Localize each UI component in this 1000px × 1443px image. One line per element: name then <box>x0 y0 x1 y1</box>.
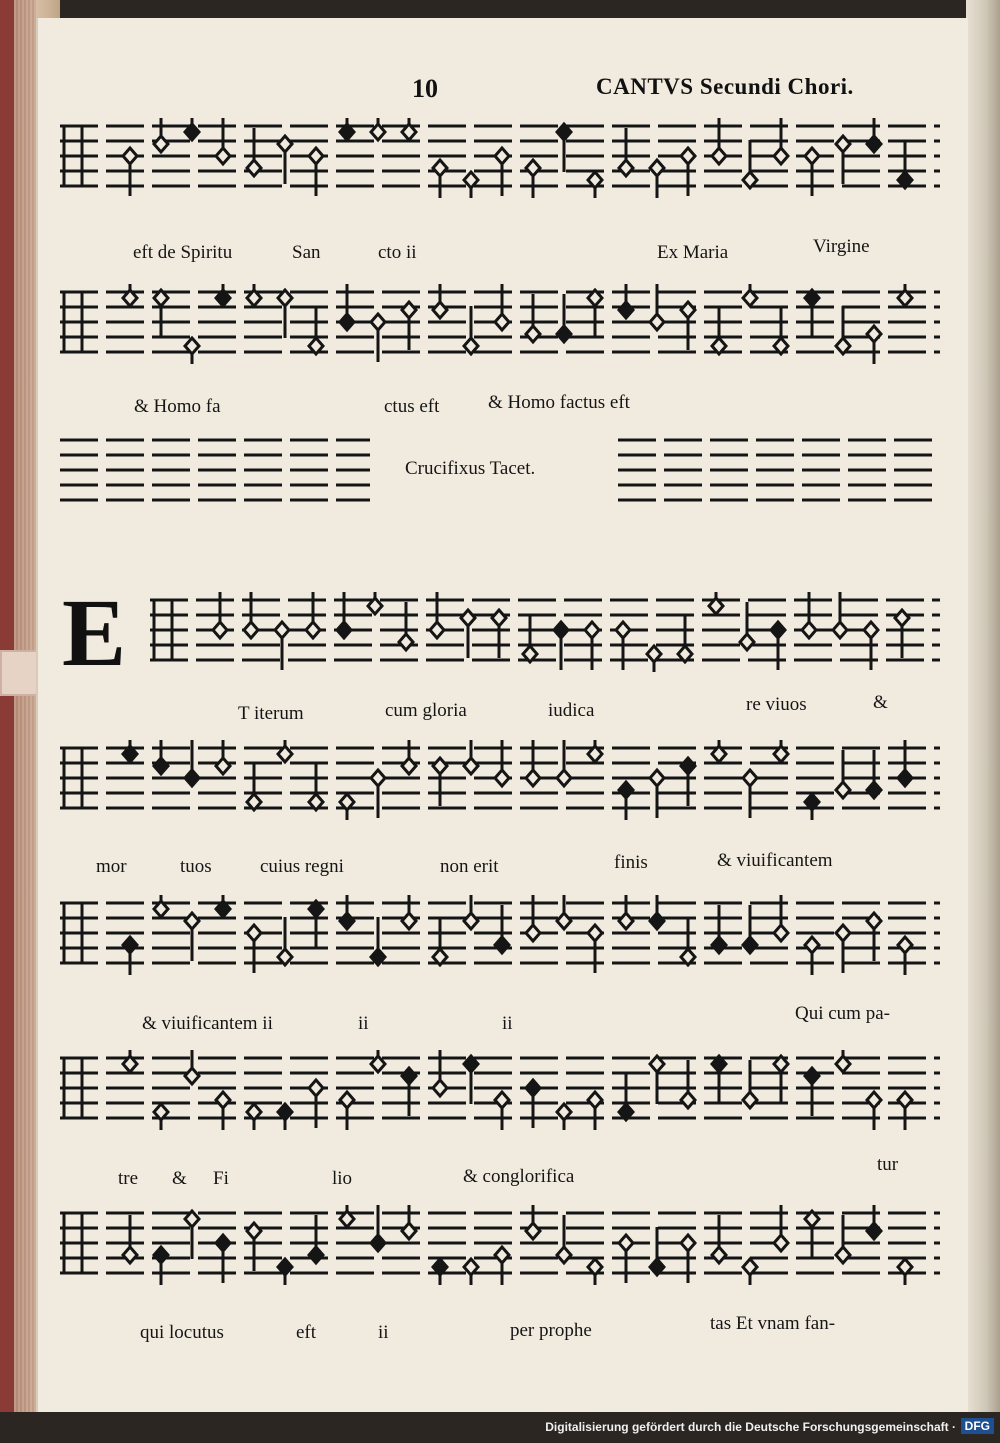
note-mark <box>278 740 292 762</box>
note-mark <box>154 118 168 152</box>
note-mark <box>805 937 819 975</box>
note-mark <box>368 592 382 614</box>
note-mark <box>805 290 819 338</box>
lyric: & Homo fa <box>134 396 221 417</box>
note-mark <box>650 1056 664 1104</box>
note-mark <box>309 762 323 810</box>
music-staff-5 <box>60 740 940 820</box>
note-mark <box>712 740 726 762</box>
lyric: & Homo factus eft <box>488 392 630 413</box>
note-mark <box>216 1092 230 1130</box>
note-mark <box>402 118 416 140</box>
note-mark <box>185 913 199 961</box>
lyric: Virgine <box>813 236 870 257</box>
digitization-credit: Digitalisierung gefördert durch die Deutsche Forschungsgemeinschaft · <box>545 1420 956 1434</box>
note-mark <box>867 750 881 798</box>
note-mark <box>526 1205 540 1239</box>
book-spine <box>0 0 14 1412</box>
note-mark <box>523 614 537 662</box>
note-mark <box>619 895 633 929</box>
note-mark <box>340 1092 354 1130</box>
note-mark <box>681 1060 695 1108</box>
decorated-initial: E <box>62 579 127 686</box>
music-staff-2 <box>60 284 940 364</box>
page-stack <box>14 0 36 1412</box>
note-mark <box>836 1050 850 1072</box>
lyric: tre <box>118 1168 139 1189</box>
note-mark <box>836 136 850 184</box>
note-mark <box>495 905 509 953</box>
note-mark <box>402 1205 416 1239</box>
note-mark <box>650 1227 664 1275</box>
note-mark <box>340 118 354 140</box>
note-mark <box>464 895 478 929</box>
page-number: 10 <box>412 74 438 103</box>
note-mark <box>371 118 385 140</box>
lyric: re viuos <box>746 694 807 715</box>
note-mark <box>495 1247 509 1285</box>
note-mark <box>867 326 881 364</box>
page-title: CANTVS Secundi Chori. <box>596 74 854 99</box>
page-gutter-shadow <box>966 0 1000 1412</box>
note-mark <box>557 294 571 342</box>
note-mark <box>247 128 261 176</box>
lyric: non erit <box>440 856 499 877</box>
note-mark <box>278 917 292 965</box>
note-mark <box>867 913 881 961</box>
lyric: Qui cum pa- <box>795 1003 890 1024</box>
note-mark <box>805 1068 819 1116</box>
note-mark <box>805 1211 819 1259</box>
lyric: finis <box>614 852 648 873</box>
note-mark <box>743 905 757 953</box>
note-mark <box>247 284 261 306</box>
lyric: & viuificantem ii <box>142 1013 273 1034</box>
lyric: & <box>873 692 888 713</box>
note-mark <box>774 1056 788 1104</box>
lyric: per prophe <box>510 1320 592 1341</box>
lyric: Ex Maria <box>657 242 729 263</box>
lyric: tas Et vnam fan- <box>710 1313 836 1334</box>
note-mark <box>123 1050 137 1072</box>
note-mark <box>588 740 602 762</box>
note-mark <box>712 1056 726 1104</box>
lyric: San <box>292 242 321 263</box>
note-mark <box>709 592 723 614</box>
note-mark <box>650 160 664 198</box>
note-mark <box>867 118 881 152</box>
note-mark <box>898 140 912 188</box>
note-mark <box>867 1205 881 1239</box>
music-staff-3b <box>618 432 940 512</box>
note-mark <box>557 895 571 929</box>
note-mark <box>464 1056 478 1104</box>
lyric: ii <box>378 1322 389 1343</box>
lyric: eft de Spiritu <box>133 242 233 263</box>
note-mark <box>216 284 230 306</box>
note-mark <box>399 602 413 650</box>
lyric: ctus eft <box>384 396 440 417</box>
lyric: & conglorifica <box>463 1166 575 1187</box>
lyric: Fi <box>213 1168 229 1189</box>
note-mark <box>309 1215 323 1263</box>
note-mark <box>619 782 633 820</box>
note-mark <box>464 740 478 774</box>
tacet-label: Crucifixus Tacet. <box>405 458 536 479</box>
note-mark <box>402 895 416 929</box>
note-mark <box>898 1092 912 1130</box>
note-mark <box>836 306 850 354</box>
note-mark <box>340 1205 354 1227</box>
note-mark <box>154 740 168 774</box>
music-staff-4 <box>150 592 940 672</box>
note-mark <box>402 1068 416 1116</box>
note-mark <box>650 895 664 929</box>
lyric: T iterum <box>238 703 304 724</box>
note-mark <box>433 917 447 965</box>
note-mark <box>743 140 757 188</box>
note-mark <box>185 1050 199 1084</box>
note-mark <box>526 160 540 198</box>
note-mark <box>123 284 137 306</box>
lyric: lio <box>332 1168 353 1189</box>
note-mark <box>185 1211 199 1259</box>
lyric: & <box>172 1168 187 1189</box>
note-mark <box>895 610 909 658</box>
note-mark <box>433 758 447 806</box>
lyric: tur <box>877 1154 899 1175</box>
note-mark <box>371 1050 385 1072</box>
note-mark <box>867 1092 881 1130</box>
note-mark <box>402 302 416 350</box>
note-mark <box>681 917 695 965</box>
note-mark <box>340 895 354 929</box>
note-mark <box>464 306 478 354</box>
note-mark <box>495 1092 509 1130</box>
note-mark <box>371 917 385 965</box>
note-mark <box>678 614 692 662</box>
note-mark <box>619 284 633 318</box>
note-mark <box>154 1247 168 1285</box>
lyric: mor <box>96 856 127 877</box>
note-mark <box>433 160 447 198</box>
note-mark <box>247 762 261 810</box>
note-mark <box>526 294 540 342</box>
lyric: ii <box>502 1013 513 1034</box>
music-staff-3a <box>60 432 370 512</box>
note-mark <box>492 610 506 658</box>
note-mark <box>712 306 726 354</box>
lyric: cuius regni <box>260 856 344 877</box>
note-mark <box>836 750 850 798</box>
note-mark <box>402 740 416 774</box>
note-mark <box>619 1072 633 1120</box>
note-mark <box>123 1215 137 1263</box>
note-mark <box>836 1215 850 1263</box>
note-mark <box>681 758 695 806</box>
note-mark <box>461 610 475 658</box>
note-mark <box>154 895 168 917</box>
note-mark <box>743 1060 757 1108</box>
note-mark <box>712 1215 726 1263</box>
note-mark <box>740 602 754 650</box>
lyric: cto ii <box>378 242 417 263</box>
music-page <box>36 18 968 1412</box>
note-mark <box>278 290 292 338</box>
note-mark <box>123 937 137 975</box>
note-mark <box>185 118 199 140</box>
note-mark <box>619 128 633 176</box>
lyric: & viuificantem <box>717 850 833 871</box>
note-mark <box>774 740 788 762</box>
note-mark <box>216 740 230 774</box>
note-mark <box>123 740 137 762</box>
note-mark <box>898 284 912 306</box>
music-staff-1 <box>60 118 940 198</box>
lyric: tuos <box>180 856 212 877</box>
note-mark <box>433 284 447 318</box>
note-mark <box>588 1092 602 1130</box>
note-mark <box>309 306 323 354</box>
note-mark <box>743 284 757 306</box>
note-mark <box>712 905 726 953</box>
lyric: qui locutus <box>140 1322 224 1343</box>
note-mark <box>216 895 230 917</box>
lyric: ii <box>358 1013 369 1034</box>
note-mark <box>557 124 571 172</box>
lyric: iudica <box>548 700 595 721</box>
music-staff-8 <box>60 1205 940 1285</box>
note-mark <box>278 136 292 184</box>
note-mark <box>681 302 695 350</box>
note-mark <box>309 901 323 949</box>
note-mark <box>247 1223 261 1271</box>
lyric: eft <box>296 1322 317 1343</box>
note-mark <box>774 306 788 354</box>
dfg-logo: DFG <box>961 1418 994 1434</box>
note-mark <box>898 937 912 975</box>
music-staff-6 <box>60 895 940 975</box>
lyric: cum gloria <box>385 700 467 721</box>
note-mark <box>588 290 602 338</box>
music-staff-7 <box>60 1050 940 1130</box>
note-mark <box>154 290 168 338</box>
note-mark <box>557 1215 571 1263</box>
